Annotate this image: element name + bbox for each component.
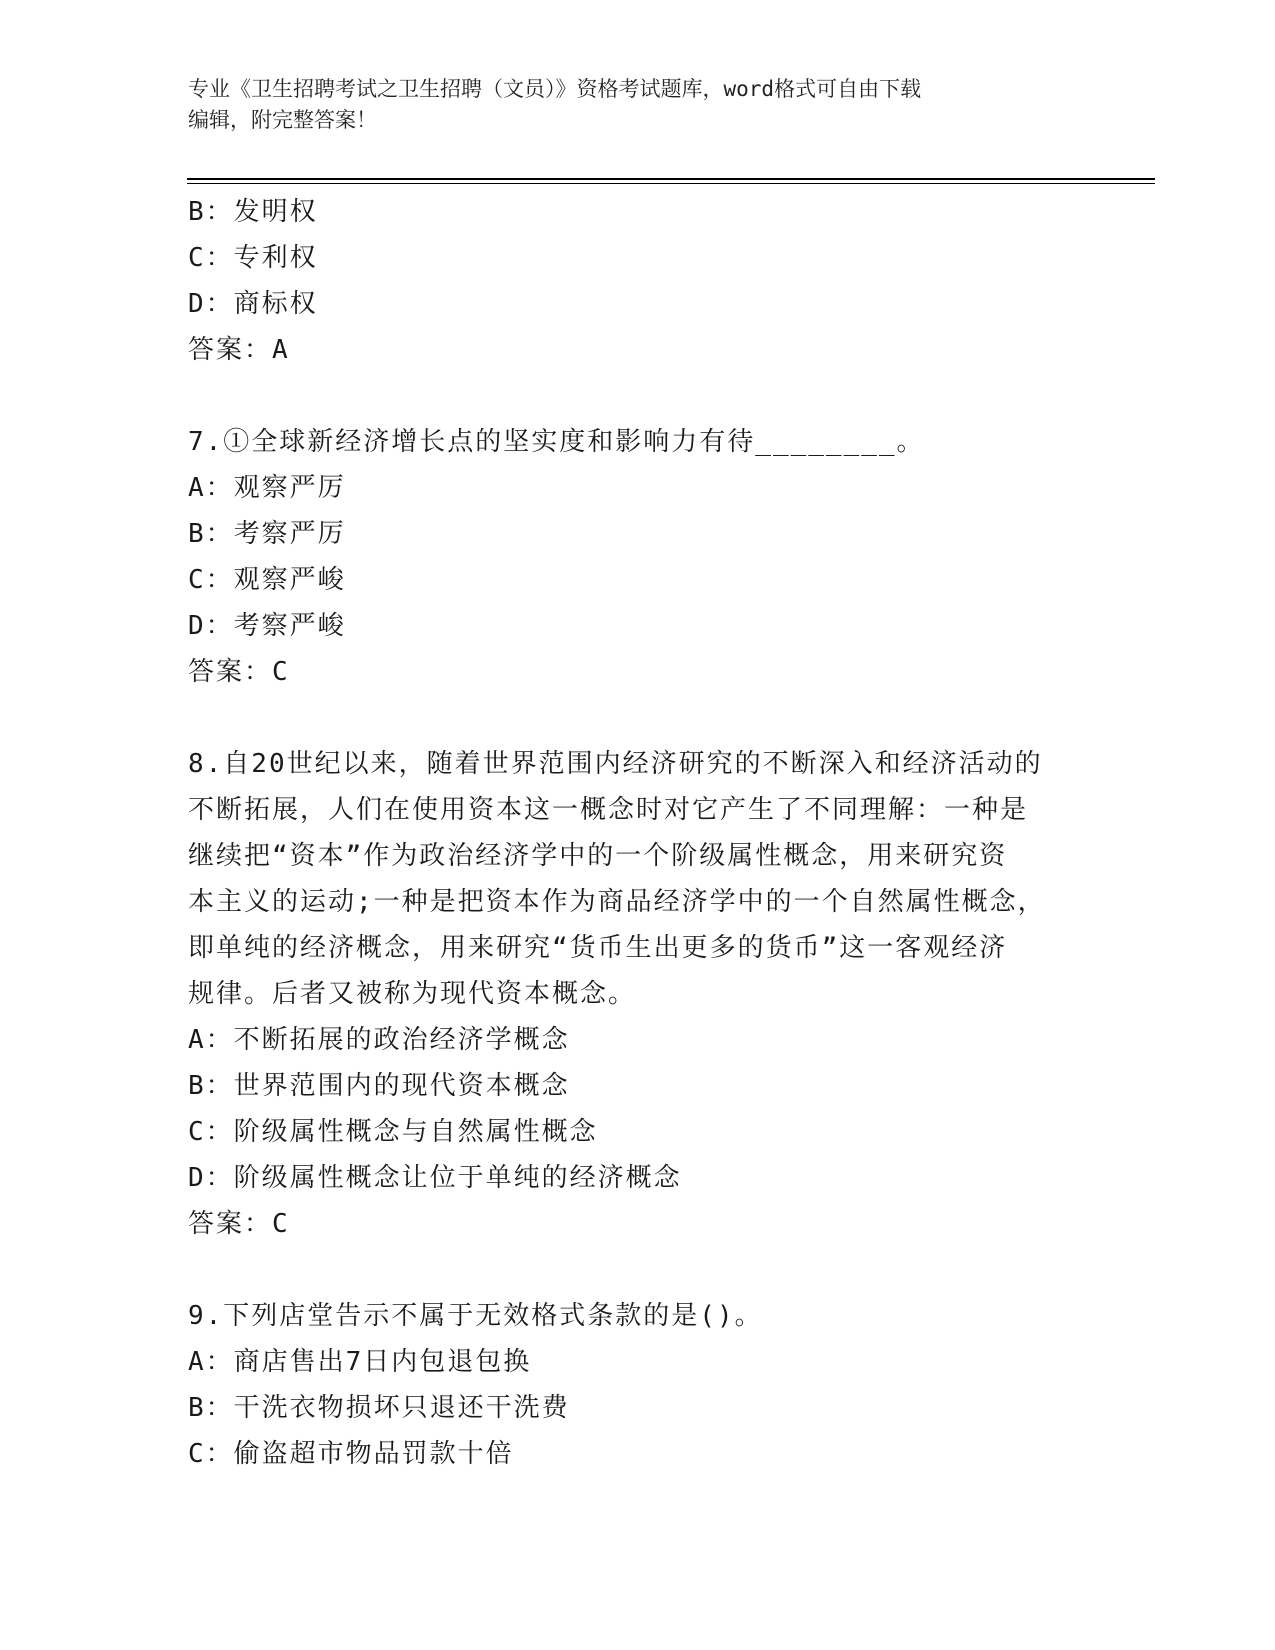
question-stem: 9.下列店堂告示不属于无效格式条款的是()。 [188,1301,763,1331]
option-b: B：世界范围内的现代资本概念 [188,1071,570,1101]
document-header [188,74,1068,136]
answer-line: 答案：C [188,657,290,687]
option-c: C：阶级属性概念与自然属性概念 [188,1117,598,1147]
spacer [188,1247,1088,1293]
question-list [188,189,1088,1477]
spacer [188,373,1088,419]
option-d: D：阶级属性概念让位于单纯的经济概念 [188,1163,682,1193]
question-stem-line: 8.自20世纪以来，随着世界范围内经济研究的不断深入和经济活动的 [188,749,1043,779]
option-c: C：观察严峻 [188,565,346,595]
option-a: A：商店售出7日内包退包换 [188,1347,532,1377]
answer-line: 答案：A [188,335,290,365]
spacer [188,695,1088,741]
question-6 [188,189,1088,373]
question-stem-line: 继续把“资本”作为政治经济学中的一个阶级属性概念，用来研究资 [188,841,1008,871]
question-7 [188,419,1088,695]
option-d: D：商标权 [188,289,318,319]
question-stem-line: 不断拓展，人们在使用资本这一概念时对它产生了不同理解：一种是 [188,795,1029,825]
option-b: B：干洗衣物损坏只退还干洗费 [188,1393,570,1423]
answer-line: 答案：C [188,1209,290,1239]
option-a: A：观察严厉 [188,473,346,503]
header-line-1: 专业《卫生招聘考试之卫生招聘（文员）》资格考试题库，word格式可自由下载 [188,77,922,101]
question-9 [188,1293,1088,1477]
question-stem-line: 本主义的运动;一种是把资本作为商品经济学中的一个自然属性概念， [188,887,1046,917]
option-b: B：发明权 [188,197,318,227]
option-d: D：考察严峻 [188,611,346,641]
question-stem-line: 规律。后者又被称为现代资本概念。 [188,979,637,1009]
question-8 [188,741,1088,1247]
header-divider-thin [187,183,1155,184]
option-c: C：偷盗超市物品罚款十倍 [188,1439,514,1469]
header-divider-thick [187,178,1155,180]
option-c: C：专利权 [188,243,318,273]
question-stem: 7.①全球新经济增长点的坚实度和影响力有待________。 [188,427,925,457]
header-line-2: 编辑，附完整答案！ [188,108,377,132]
option-a: A：不断拓展的政治经济学概念 [188,1025,570,1055]
question-stem-line: 即单纯的经济概念，用来研究“货币生出更多的货币”这一客观经济 [188,933,1008,963]
option-b: B：考察严厉 [188,519,346,549]
